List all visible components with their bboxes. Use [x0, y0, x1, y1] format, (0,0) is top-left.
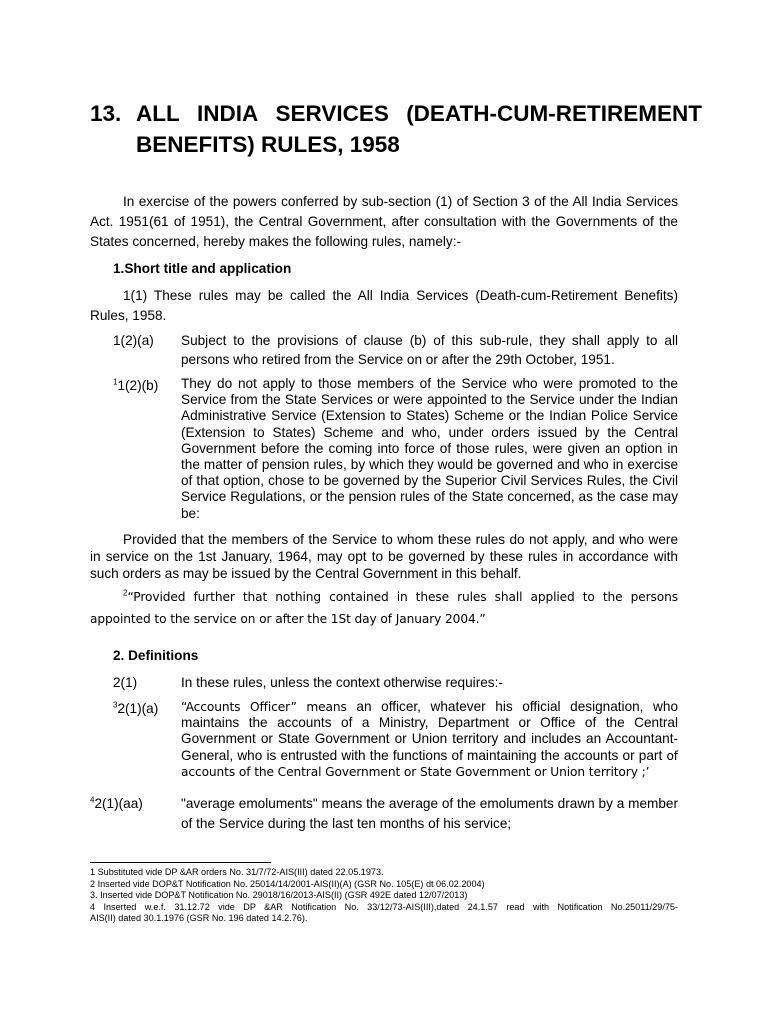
footnote: AIS(II) dated 30.1.1976 (GSR No. 196 dated 14.2.76). — [90, 913, 308, 924]
footnote-ref: 3 — [113, 700, 118, 710]
proviso-2-text: “Provided further that nothing contained in these rules shall applied to the persons appointed to the service on or after the 1St day of January 2004.” — [90, 590, 678, 626]
proviso-2 — [90, 586, 678, 630]
rule-1-2a-label: 1(2)(a) — [113, 333, 154, 348]
footnote-ref: 2 — [123, 588, 128, 598]
footnote-ref: 1 — [113, 377, 118, 387]
rule-2-1a-label — [113, 699, 158, 719]
rule-label-text: 2(1)(a) — [117, 701, 159, 716]
footnotes — [90, 867, 678, 925]
title-word: SERVICES — [275, 101, 389, 126]
rule-label-text: 1(2)(b) — [117, 378, 159, 393]
rule-1-1: 1(1) These rules may be called the All India Services (Death-cum-Retirement Benefits) Rules, 1958. — [90, 288, 678, 323]
footnote-ref: 4 — [90, 795, 95, 805]
rule-label-text: 2(1)(aa) — [94, 796, 143, 811]
rule-2-1aa-label — [90, 794, 143, 814]
inserted-text: of accounts of the Central Government or State Government or Union territory ;’ — [181, 748, 678, 779]
footnote: 2 Inserted vide DOP&T Notification No. 25014/14/2001-AIS(II)(A) (GSR No. 105(E) dt 06.02.2004) — [90, 878, 485, 889]
proviso-1: Provided that the members of the Service to whom these rules do not apply, and who were in service on the 1st January, 1964, may opt to be governed by these rules in accordance with such orders as may be issued by the Central Government in this behalf. — [90, 532, 678, 581]
footnote: 3. Inserted vide DOP&T Notification No. 29018/16/2013-AIS(II) (GSR 492E dated 12/07/2013) — [90, 890, 468, 901]
section-1-heading: 1.Short title and application — [113, 261, 292, 276]
chapter-number: 13. — [90, 101, 122, 126]
preamble: In exercise of the powers conferred by sub-section (1) of Section 3 of the All India Services Act. 1951(61 of 1951), the Central Government, after consultation with the Governments of the States concerned, hereby makes the following rules, namely:- — [90, 194, 678, 249]
rule-1-2b-label — [113, 376, 158, 396]
footnote: 4 Inserted w.e.f. 31.12.72 vide DP &AR Notification No. 33/12/73-AIS(III),dated 24.1.57 read with Notification No.25011/29/75- — [90, 901, 678, 912]
rule-2-1-text: In these rules, unless the context otherwise requires:- — [181, 675, 503, 690]
definition-text: an officer, whatever his official designation, who maintains the accounts of a Ministry, Department or Office of the Central Government or State Government or Union territory and includes an Accountant-General, who is entrusted with the functions of maintaining the accounts or part — [181, 699, 678, 763]
title-line-1 — [136, 98, 702, 129]
section-2-heading: 2. Definitions — [113, 648, 199, 663]
footnote: 1 Substituted vide DP &AR orders No. 31/7/72-AIS(III) dated 22.05.1973. — [90, 867, 384, 877]
title-word: (DEATH-CUM-RETIREMENT — [406, 101, 702, 126]
title-word: INDIA — [197, 101, 259, 126]
title-word: ALL — [136, 101, 180, 126]
title-line-2: BENEFITS) RULES, 1958 — [136, 132, 400, 157]
rule-1-2b-text: They do not apply to those members of the Service who were promoted to the Service from the State Services or were appointed to the Service under the Indian Administrative Service (Extension to States) Scheme or the Indian Police Service (Extension to States) Scheme and who, under orders issued by the Central Government before the coming into force of those rules, were given an option in the matter of pension rules, by which they would be governed and who in exercise of that option, chose to be governed by the Superior Civil Services Rules, the Civil Service Regulations, or the pension rules of the State concerned, as the case may be: — [181, 376, 678, 521]
rule-2-1-label: 2(1) — [113, 675, 138, 690]
inserted-text: “Accounts Officer” means — [181, 700, 347, 714]
rule-2-1a-text — [181, 699, 678, 780]
rule-2-1aa-text: "average emoluments" means the average of the emoluments drawn by a member of the Service during the last ten months of his service; — [181, 796, 678, 831]
footnote-separator — [90, 862, 271, 863]
rule-1-2a-text: Subject to the provisions of clause (b) of this sub-rule, they shall apply to all persons who retired from the Service on or after the 29th October, 1951. — [181, 333, 678, 367]
